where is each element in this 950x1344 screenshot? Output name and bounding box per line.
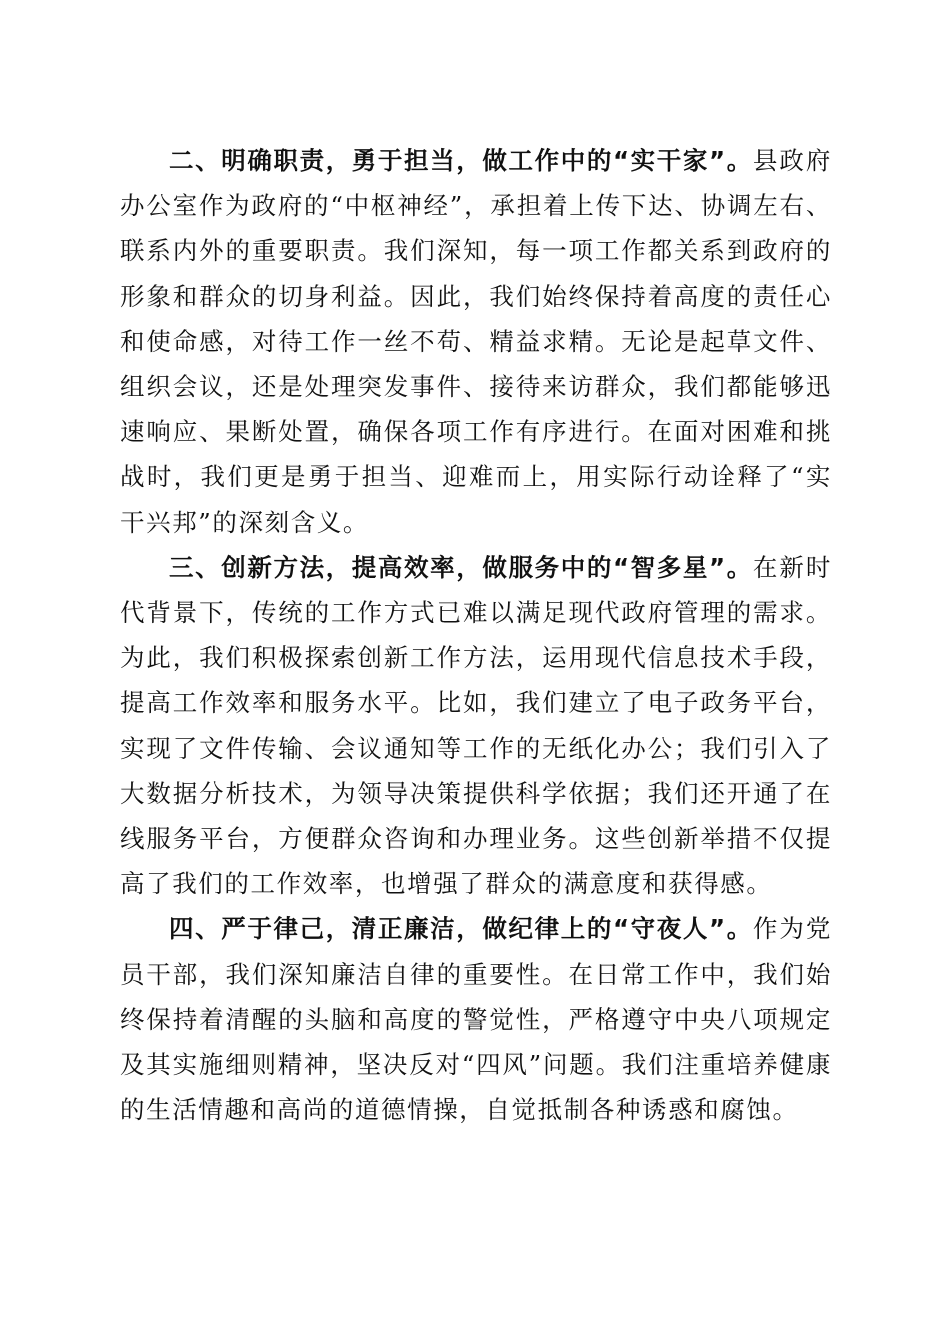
section-heading: 四、严于律己，清正廉洁，做纪律上的“守夜人”。: [169, 914, 753, 944]
paragraph-section-2: [120, 138, 832, 545]
section-body: 在新时代背景下，传统的工作方式已难以满足现代政府管理的需求。为此，我们积极探索创新工作方法，运用现代信息技术手段，提高工作效率和服务水平。比如，我们建立了电子政务平台，实现了文件传输、会议通知等工作的无纸化办公；我们引入了大数据分析技术，为领导决策提供科学依据；我们还开通了在线服务平台，方便群众咨询和办理业务。这些创新举措不仅提高了我们的工作效率，也增强了群众的满意度和获得感。: [120, 552, 832, 899]
section-body: 作为党员干部，我们深知廉洁自律的重要性。在日常工作中，我们始终保持着清醒的头脑和高度的警觉性，严格遵守中央八项规定及其实施细则精神，坚决反对“四风”问题。我们注重培养健康的生活情趣和高尚的道德情操，自觉抵制各种诱惑和腐蚀。: [120, 914, 832, 1125]
document-body: [120, 138, 832, 1132]
section-heading: 三、创新方法，提高效率，做服务中的“智多星”。: [169, 552, 753, 582]
paragraph-section-4: [120, 906, 832, 1132]
section-heading: 二、明确职责，勇于担当，做工作中的“实干家”。: [169, 146, 753, 175]
paragraph-section-3: [120, 545, 832, 907]
section-body: 县政府办公室作为政府的“中枢神经”，承担着上传下达、协调左右、联系内外的重要职责。我们深知，每一项工作都关系到政府的形象和群众的切身利益。因此，我们始终保持着高度的责任心和使命感，对待工作一丝不苟、精益求精。无论是起草文件、组织会议，还是处理突发事件、接待来访群众，我们都能够迅速响应、果断处置，确保各项工作有序进行。在面对困难和挑战时，我们更是勇于担当、迎难而上，用实际行动诠释了“实干兴邦”的深刻含义。: [120, 146, 832, 537]
